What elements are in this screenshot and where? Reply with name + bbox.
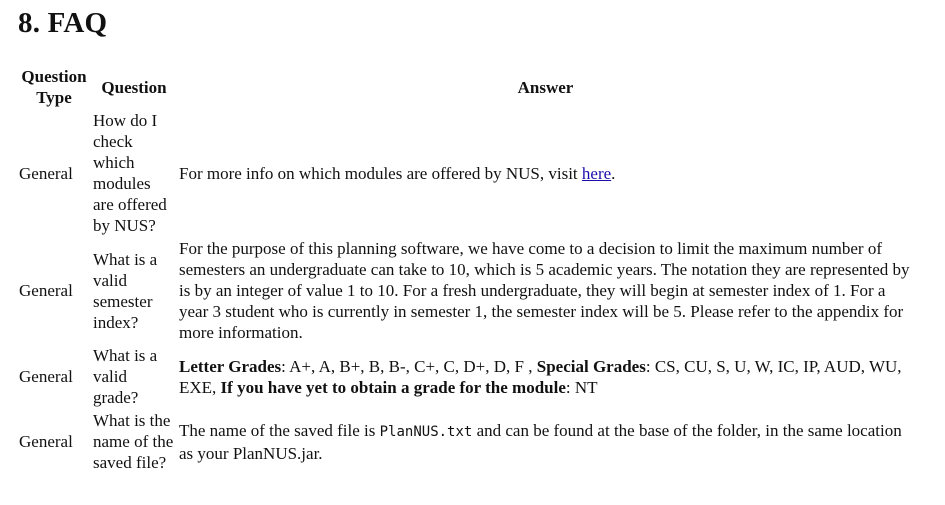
answer-cell <box>178 110 913 236</box>
here-link[interactable]: here <box>581 163 612 183</box>
section-title: 8. FAQ <box>18 7 108 39</box>
question-type-cell: General <box>19 432 73 451</box>
faq-section <box>18 4 928 475</box>
header-answer: Answer <box>517 77 574 97</box>
answer-text-end: . <box>611 163 616 183</box>
special-grades-label: Special Grades <box>536 356 646 376</box>
answer-text-end: and can be found at the base of the folder, in the same location as your PlanNUS.jar. <box>179 420 902 463</box>
special-grades-values: : CS, CU, S, U, W, IC, IP, AUD, WU, EXE, <box>179 356 902 397</box>
letter-grades-values: : A+, A, B+, B, B-, C+, C, D+, D, F , <box>281 356 537 376</box>
pending-grade-value: : NT <box>565 377 598 397</box>
header-question-type: Question Type <box>21 67 87 107</box>
table-row <box>18 410 913 473</box>
header-question: Question <box>101 77 167 97</box>
answer-cell <box>178 345 913 408</box>
answer-text: The name of the saved file is <box>179 420 380 440</box>
saved-file-name: PlanNUS.txt <box>379 423 473 440</box>
letter-grades-label: Letter Grades <box>179 356 282 376</box>
question-type-cell: General <box>19 367 73 386</box>
table-row <box>18 238 913 343</box>
answer-text: For more info on which modules are offered by NUS, visit <box>179 163 582 183</box>
answer-cell <box>178 410 913 473</box>
question-cell: What is the name of the saved file? <box>93 411 174 472</box>
table-row <box>18 345 913 408</box>
question-type-cell: General <box>19 281 73 300</box>
pending-grade-label: If you have yet to obtain a grade for the module <box>220 377 566 397</box>
table-header-row <box>18 66 913 108</box>
table-row <box>18 110 913 236</box>
question-cell: What is a valid grade? <box>93 346 158 407</box>
question-cell: What is a valid semester index? <box>93 249 158 332</box>
question-cell: How do I check which modules are offered by NUS? <box>93 111 167 235</box>
question-type-cell: General <box>19 163 73 183</box>
answer-cell: For the purpose of this planning software, we have come to a decision to limit the maximum number of semesters an undergraduate can take to 10, which is 5 academic years. The notation they are represented by is by an integer of value 1 to 10. For a fresh undergraduate, they will begin at semester index of 1. For a year 3 student who is currently in semester 1, the semester index will be 5. Please refer to the appendix for more information. <box>179 239 910 342</box>
faq-table <box>16 64 915 475</box>
